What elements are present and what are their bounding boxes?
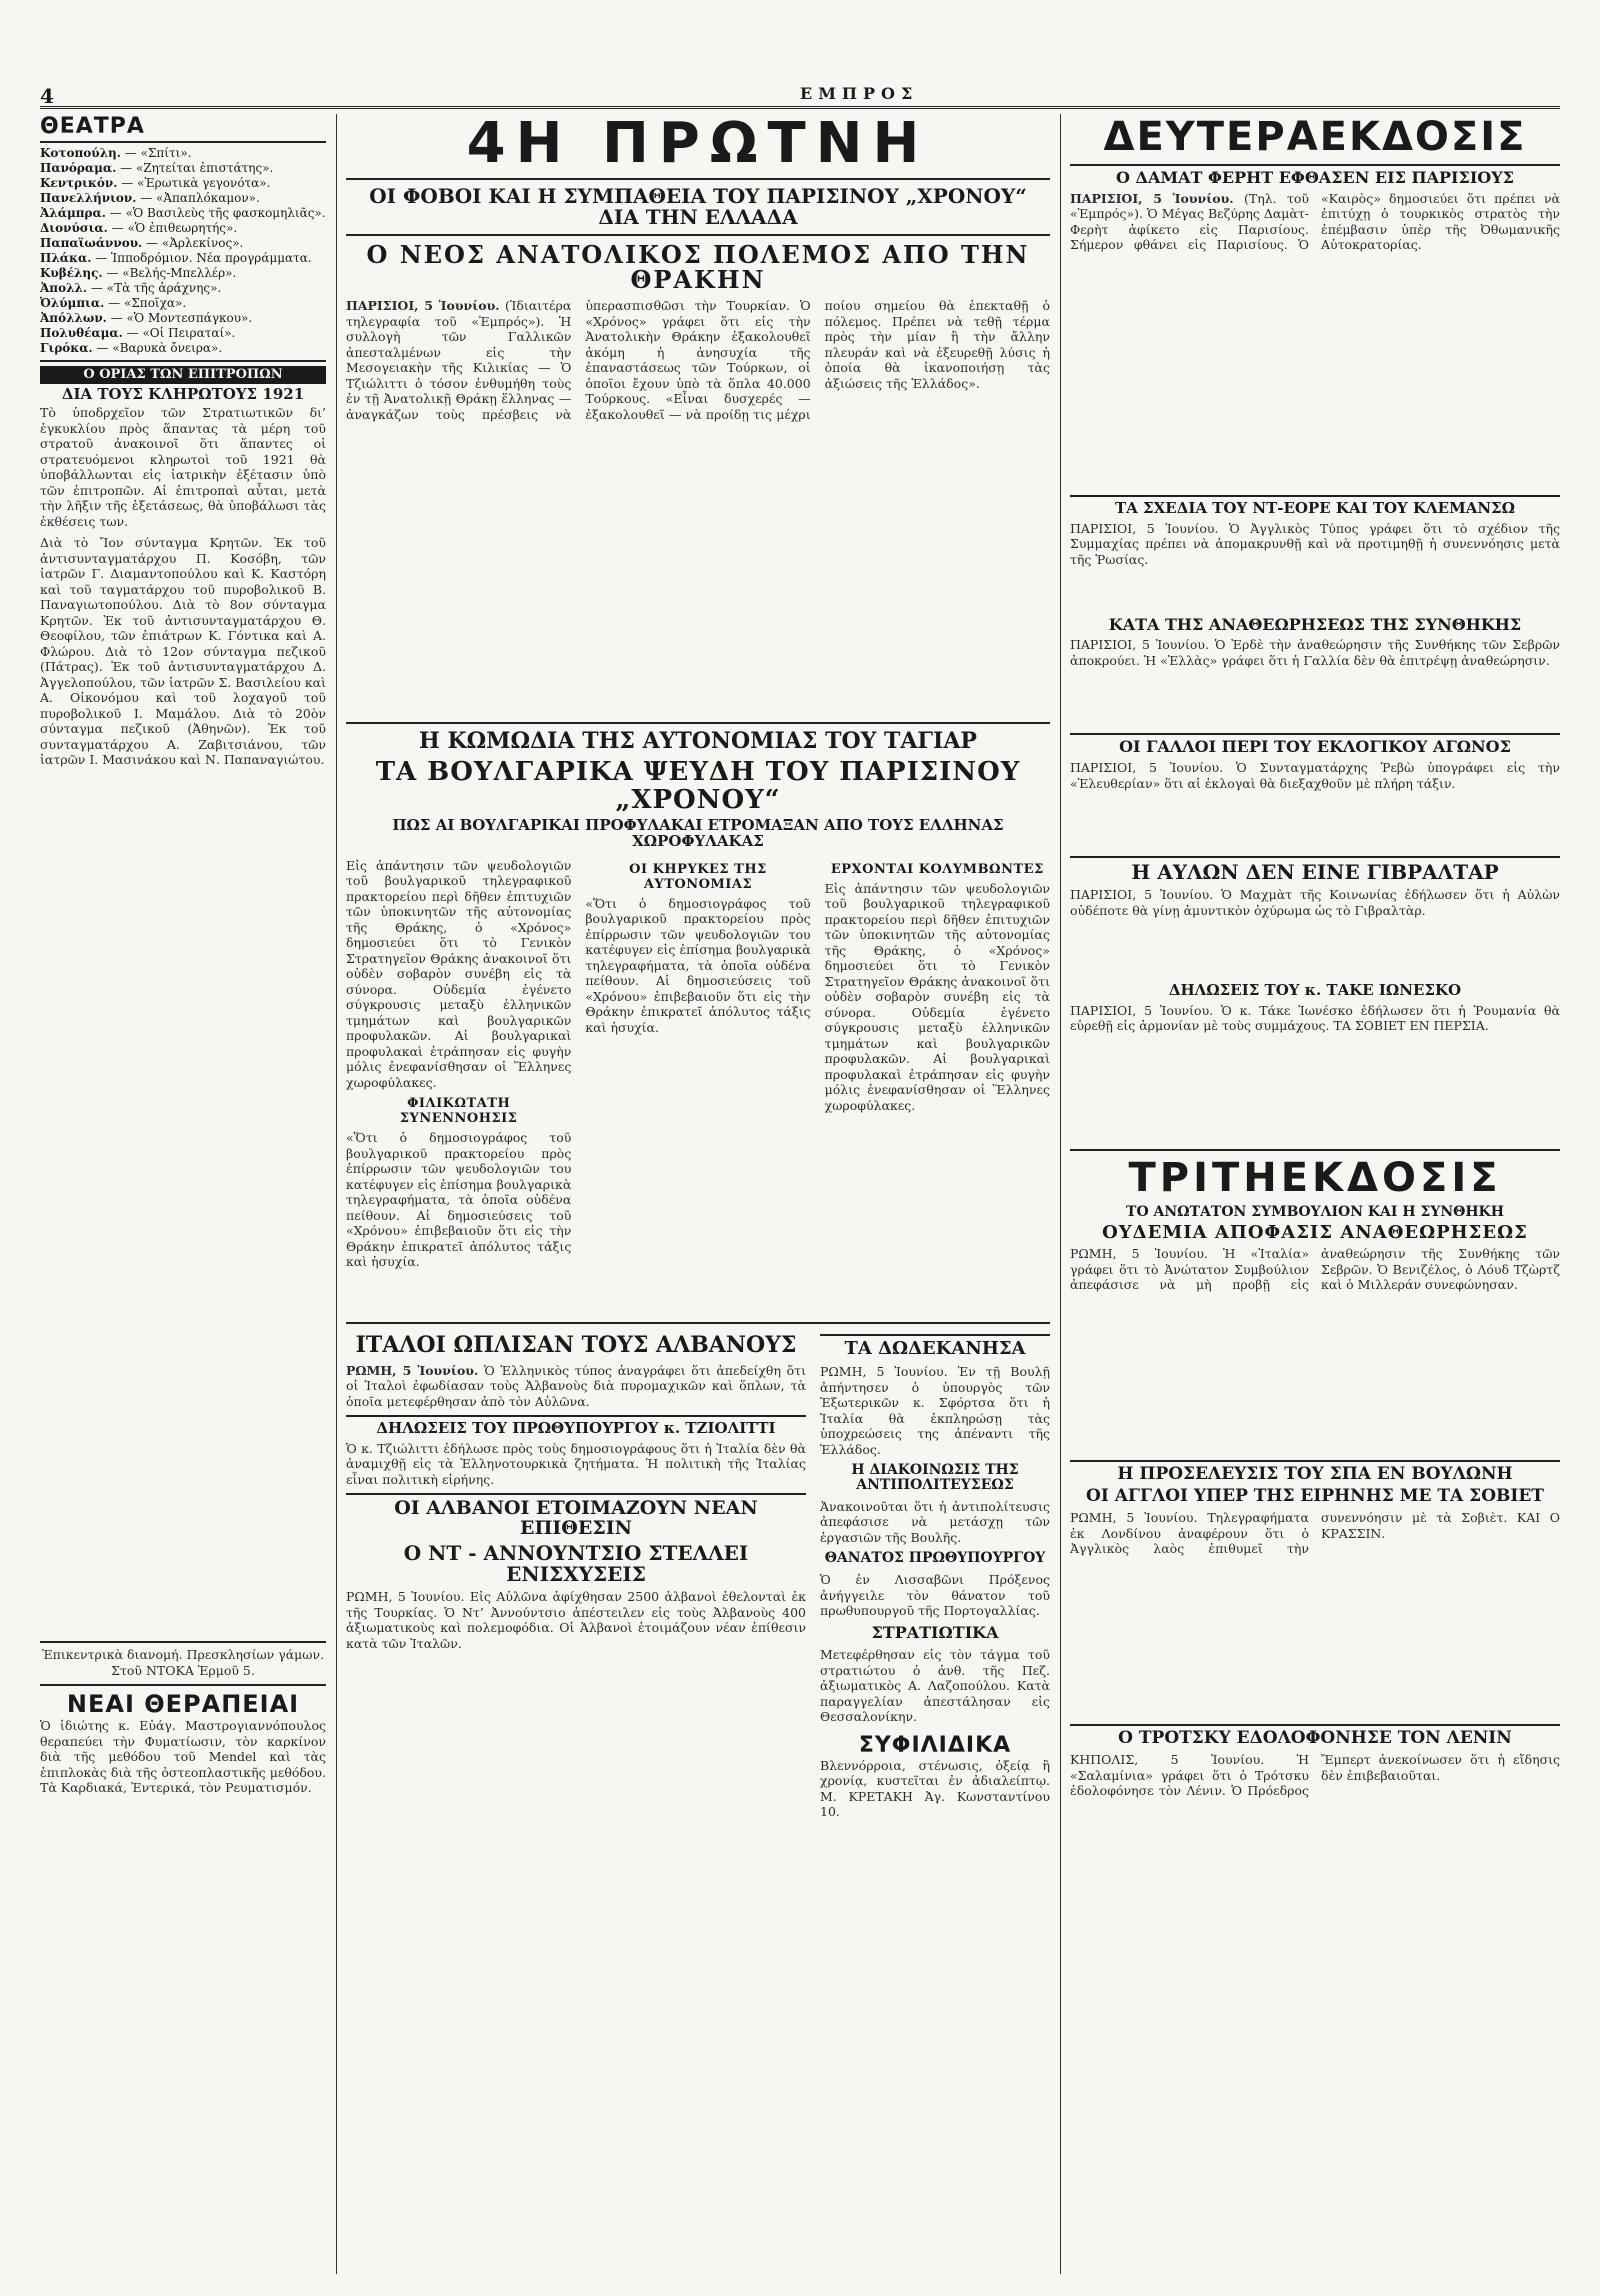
theatre-name: Κυβέλης.	[40, 266, 103, 280]
masthead	[40, 84, 1560, 109]
headline-damat-ferit: Ο ΔΑΜΑΤ ΦΕΡΗΤ ΕΦΘΑΣΕΝ ΕΙΣ ΠΑΡΙΣΙΟΥΣ	[1116, 168, 1514, 187]
headline-dannunzio: Ο ΝΤ - ΑΝΝΟΥΝΤΣΙΟ ΣΤΕΛΛΕΙ ΕΝΙΣΧΥΣΕΙΣ	[403, 1541, 749, 1587]
theatre-listing: Ἀλάμπρα. — «Ὁ Βασιλεὺς τῆς φασκομηλιᾶς».	[40, 206, 326, 220]
headline-paris-fears: ΟΙ ΦΟΒΟΙ ΚΑΙ Η ΣΥΜΠΑΘΕΙΑ ΤΟΥ ΠΑΡΙΣΙΝΟΥ „ΧΡΟΝΟΥ“ ΔΙΑ ΤΗΝ ΕΛΛΑΔΑ	[369, 184, 1027, 229]
column-center	[346, 114, 1050, 2274]
headline-pm-death: ΘΑΝΑΤΟΣ ΠΡΩΘΥΠΟΥΡΓΟΥ	[824, 1550, 1046, 1567]
headline-italians-armed: ΙΤΑΛΟΙ ΩΠΛΙΣΑΝ ΤΟΥΣ ΑΛΒΑΝΟΥΣ	[355, 1331, 797, 1358]
article-text: ΠΑΡΙΣΙΟΙ, 5 Ἰουνίου. Ὁ Ἐρδὲ τὴν ἀναθεώρησιν τῆς Συνθήκης τῶν Σεβρῶν ἀποκρούει. Ἡ «Ἑλλὰς» γράφει ὅτι ἡ Γαλλία δὲν θὰ ἐπιτρέψῃ ἀναθεώρησιν.	[1070, 637, 1560, 668]
headline-albanians-attack: ΟΙ ΑΛΒΑΝΟΙ ΕΤΟΙΜΑΖΟΥΝ ΝΕΑΝ ΕΠΙΘΕΣΙΝ	[394, 1497, 758, 1540]
article-text: «Ὅτι ὁ δημοσιογράφος τοῦ βουλγαρικοῦ πρακτορείου πρὸς ἐπίρρωσιν τῶν ψευδολογιῶν του κατέφυγεν εἰς ἐπίσημα βουλγαρικὰ τηλεγραφήματα, τὰ ὁποῖα οὐδένα πείθουν. Αἱ δημοσιεύσεις τοῦ «Χρόνου» ἐπιβεβαιοῦν ὅτι εἰς τὴν Θράκην ἐπικρατεῖ ἀπόλυτος τάξις καὶ ἡσυχία.	[346, 1130, 572, 1270]
theatre-listing: Παπαϊωάννου. — «Ἀρλεκίνος».	[40, 236, 244, 250]
headline-plans: ΤΑ ΣΧΕΔΙΑ ΤΟΥ ΝΤ-ΕΟΡΕ ΚΑΙ ΤΟΥ ΚΛΕΜΑΝΣΩ	[1115, 498, 1515, 517]
theatre-name: Πλάκα.	[40, 251, 92, 265]
theatre-listing: Διονύσια. — «Ὁ ἐπιθεωρητής».	[40, 221, 238, 235]
headline-autonomy-comedy: Η ΚΩΜΩΔΙΑ ΤΗΣ ΑΥΤΟΝΟΜΙΑΣ ΤΟΥ ΤΑΓΙΑΡ	[419, 728, 977, 755]
headline-against-revision: ΚΑΤΑ ΤΗΣ ΑΝΑΘΕΩΡΗΣΕΩΣ ΤΗΣ ΣΥΝΘΗΚΗΣ	[1108, 614, 1522, 634]
article-text: Ὁ Ἑλληνικὸς τύπος ἀναγράφει ὅτι ἀπεδείχθη ὅτι οἱ Ἰταλοὶ ἐφωδίασαν τοὺς Ἀλβανοὺς διὰ πυρομαχικῶν καὶ ὅπλων, τὰ ὁποῖα μετεφέρθησαν ἀπὸ τὸν Αὐλῶνα.	[346, 1362, 806, 1409]
remedy-title: ΝΕΑΙ ΘΕΡΑΠΕΙΑΙ	[66, 1690, 300, 1719]
article-text: ΡΩΜΗ, 5 Ἰουνίου. Ἡ «Ἰταλία» γράφει ὅτι τὸ Ἀνώτατον Συμβούλιον ἀπεφάσισε νὰ μὴ προβῇ εἰς ἀναθεώρησιν τῆς Συνθήκης τῶν Σεβρῶν. Ὁ Βενιζέλος, ὁ Λόυδ Τζὼρτζ καὶ ὁ Μιλλεράν συνεφώνησαν.	[1070, 1246, 1560, 1293]
theatre-listing: Πανόραμα. — «Ζητείται ἐπιστάτης».	[40, 161, 274, 175]
article-bulgarian	[346, 858, 1050, 1318]
ad-syphilis-body: Βλεννόρροια, στένωσις, ὀξείᾳ ἢ χρονίᾳ, κυστεῖται ἐν ἀδιαλείπτῳ. Μ. ΚΡΕΤΑΚΗ Ἀγ. Κωνσταντίνου 10.	[820, 1757, 1050, 1820]
theatre-listing: Ἀπόλλων. — «Ὁ Μοντεσπάγκου».	[40, 311, 253, 325]
headline-spa-boulogne: Η ΠΡΟΣΕΛΕΥΣΙΣ ΤΟΥ ΣΠΑ ΕΝ ΒΟΥΛΩΝΗ	[1117, 1464, 1513, 1485]
headline-english-soviets: ΟΙ ΑΓΓΛΟΙ ΥΠΕΡ ΤΗΣ ΕΙΡΗΝΗΣ ΜΕ ΤΑ ΣΟΒΙΕΤ	[1086, 1486, 1544, 1507]
theatre-show: «Ὁ Βασιλεὺς τῆς φασκομηλιᾶς».	[125, 206, 326, 220]
theatre-listing: Κοτοπούλη. — «Σπίτι».	[40, 146, 192, 160]
article-text: «Ὅτι ὁ δημοσιογράφος τοῦ βουλγαρικοῦ πρακτορείου πρὸς ἐπίρρωσιν τῶν ψευδολογιῶν του κατέφυγεν εἰς ἐπίσημα βουλγαρικὰ τηλεγραφήματα, τὰ ὁποῖα οὐδένα πείθουν. Αἱ δημοσιεύσεις τοῦ «Χρόνου» ἐπιβεβαιοῦν ὅτι εἰς τὴν Θράκην ἐπικρατεῖ ἀπόλυτος τάξις καὶ ἡσυχία.	[585, 895, 811, 1035]
theatre-show: «Ἀπαπλόκαμον».	[156, 191, 260, 205]
subhead-heralds: ΟΙ ΚΗΡΥΚΕΣ ΤΗΣ ΑΥΤΟΝΟΜΙΑΣ	[629, 861, 767, 892]
headline-bulgarian-outposts: ΠΩΣ ΑΙ ΒΟΥΛΓΑΡΙΚΑΙ ΠΡΟΦΥΛΑΚΑΙ ΕΤΡΟΜΑΞΑΝ ΑΠΟ ΤΟΥΣ ΕΛΛΗΝΑΣ ΧΩΡΟΦΥΛΑΚΑΣ	[392, 816, 1004, 850]
headline-french-elections: ΟΙ ΓΑΛΛΟΙ ΠΕΡΙ ΤΟΥ ΕΚΛΟΓΙΚΟΥ ΑΓΩΝΟΣ	[1119, 737, 1511, 757]
theatre-name: Διονύσια.	[40, 221, 108, 235]
article-trotsky	[1070, 1752, 1560, 1872]
subhead-swimming: ΕΡΧΟΝΤΑΙ ΚΟΛΥΜΒΩΝΤΕΣ	[830, 861, 1044, 877]
paper-name: ΕΜΠΡΟΣ	[800, 84, 919, 103]
banner-fourth-edition: 4Η ΠΡΩΤΝΗ	[466, 114, 930, 176]
remedy-body: Ὁ ἰδιώτης κ. Εὐάγ. Μαστρογιαννόπουλος θεραπεύει τὴν Φυματίωσιν, τὸν καρκίνον διὰ τῆς μεθόδου τοῦ Mendel καὶ τὰς ἐπιπλοκὰς διὰ τῆς ὀστεοπλαστικῆς μεθόδου. Τὰ Καρδιακά, Ἐντερικά, τὸν Ρευματισμόν.	[40, 1718, 326, 1796]
column-left	[40, 114, 326, 2274]
article-text: ΡΩΜΗ, 5 Ἰουνίου. Ἐν τῇ Βουλῇ ἀπήντησεν ὁ ὑπουργὸς τῶν Ἐξωτερικῶν κ. Σφόρτσα ὅτι ἡ Ἰταλία θὰ ἐκπληρώσῃ τὰς ὑποχρεώσεις της ἀπέναντι τῆς Ἑλλάδος.	[820, 1364, 1050, 1457]
theatre-section-title: ΘΕΑΤΡΑ	[40, 114, 326, 143]
article-soviets	[1070, 1510, 1560, 1720]
theatre-listing: Πολυθέαμα. — «Οἱ Πειραταί».	[40, 326, 236, 340]
theatre-show: Ἱπποδρόμιον. Νέα προγράμματα.	[111, 251, 312, 265]
dateline: ΠΑΡΙΣΙΟΙ, 5 Ἰουνίου.	[346, 298, 500, 314]
column-rule	[1060, 114, 1061, 2274]
headline-dodecanese: ΤΑ ΔΩΔΕΚΑΝΗΣΑ	[820, 1334, 1050, 1359]
page-number: 4	[40, 84, 54, 108]
column-rule	[336, 114, 337, 2274]
lower-center-block	[346, 1328, 1050, 2228]
article-text: ΚΗΠΟΛΙΣ, 5 Ἰουνίου. Ἡ «Σαλαμίνια» γράφει ὅτι ὁ Τρότσκυ ἐδολοφόνησε τὸν Λένιν. Ὁ Πρόεδρος Ἔμπερτ ἀνεκοίνωσεν ὅτι ἡ εἴδησις δὲν ἐπιβεβαιοῦται.	[1070, 1752, 1560, 1798]
article-council	[1070, 1246, 1560, 1456]
theatre-show: «Βαρυκὰ ὄνειρα».	[112, 341, 223, 355]
article-text: Μετεφέρθησαν εἰς τὸν τάγμα τοῦ στρατιώτου ὁ ἀνθ. τῆς Πεζ. ἀξιωματικὸς Α. Λαζοπούλου. Κατὰ παραγγελίαν ἀπεστάλησαν εἰς Θεσσαλονίκην.	[820, 1647, 1050, 1725]
theatre-name: Παπαϊωάννου.	[40, 236, 143, 250]
theatre-show: «Σπίτι».	[140, 146, 192, 160]
theatre-show: «Οἱ Πειραταί».	[142, 326, 236, 340]
article-text: ΠΑΡΙΣΙΟΙ, 5 Ἰουνίου. Ὁ Συνταγματάρχης Ῥεβὼ ὑπογράφει εἰς τὴν «Ἐλευθερίαν» ὅτι αἱ ἐκλογαὶ θὰ διεξαχθοῦν μὲ πλήρη τάξιν.	[1070, 760, 1560, 791]
headline-military: ΣΤΡΑΤΙΩΤΙΚΑ	[871, 1622, 999, 1642]
article-text: ΠΑΡΙΣΙΟΙ, 5 Ἰουνίου. Ὁ κ. Τάκε Ἰωνέσκο ἐδήλωσεν ὅτι ἡ Ῥουμανία θὰ εὑρεθῇ εἰς ἀρμονίαν μὲ τοὺς συμμάχους. ΤΑ ΣΟΒΙΕΤ ΕΝ ΠΕΡΣΙΑ.	[1070, 1002, 1560, 1034]
theatre-name: Ἀπολλ.	[40, 281, 88, 295]
article-text: ΠΑΡΙΣΙΟΙ, 5 Ἰουνίου. Ὁ Μαχμὰτ τῆς Κοινωνίας ἐδήλωσεν ὅτι ἡ Αὐλὼν οὐδέποτε θὰ γίνῃ ἀμυντικὸν ὀχύρωμα ὡς τὸ Γιβραλτὰρ.	[1070, 887, 1560, 918]
article-text: (Ἰδιαιτέρα τηλεγραφία τοῦ «Ἐμπρός»). Ἡ συλλογὴ τῶν Γαλλικῶν ἀπεσταλμένων εἰς τὴν Μεσογειακὴν τῆς Κιλικίας — Ὁ Τζιώλιττι ὁ τόσον ἐνθυμήθη τοὺς ἐν τῇ Ἀνατολικῇ Θράκῃ ἕλληνας — ἀναγκάζων τοὺς πρέσβεις νὰ ὑπερασπισθῶσι τὴν Τουρκίαν. Ὁ «Χρόνος» γράφει ὅτι εἰς τὴν Ἀνατολικὴν Θράκην ἑξακολουθεῖ ἀκόμη ἡ ἀνησυχία τῆς ἐπαναστάσεως τῶν Τούρκων, οἱ ὁποῖοι ἔχουν ὑπὸ τὰ ὅπλα 40.000 Τούρκους. «Εἶναι δυσχερές — ἐξακολουθεῖ — νὰ προίδῃ τις μέχρι ποίου σημείου θὰ ἐπεκταθῇ ὁ πόλεμος. Πρέπει νὰ τεθῇ τέρμα πρὸς τὴν μίαν ἢ τὴν ἄλλην πλευράν καὶ νὰ ἐξευρεθῇ λύσις ἡ ὁποία θὰ ἰκανοποιήσῃ τὰς ἀξιώσεις τῆς Ἑλλάδος».	[346, 298, 1050, 422]
dateline: ΡΩΜΗ, 5 Ἰουνίου.	[346, 1362, 479, 1378]
assignments-body: Διὰ τὸ Ἴον σύνταγμα Κρητῶν. Ἐκ τοῦ ἀντισυνταγματάρχου Π. Κοσόβη, τῶν ἰατρῶν Γ. Διαμαντοπούλου καὶ Κ. Καστόρη καὶ τοῦ ταγματάρχου τοῦ πυροβολικοῦ Β. Παναγιωτοπούλου. Διὰ τὸ 8ον σύνταγμα Κρητῶν. Ἐκ τοῦ ἀντισυνταγματάρχου Θ. Θεοφίλου, τῶν ἐπιάτρων Κ. Γόντικα καὶ Α. Φλώρου. Διὰ τὸ 12ον σύνταγμα πεζικοῦ (Πάτρας). Ἐκ τοῦ ἀντισυνταγματάρχου Δ. Ἀγγελοπούλου, τῶν ἰατρῶν Σ. Βασιλείου καὶ Α. Οἰκονόμου καὶ τοῦ λοχαγοῦ τοῦ πυροβολικοῦ Ι. Μαμάλου. Διὰ τὸ 20ὸν σύνταγμα πεζικοῦ (Ἀθηνῶν). Ἐκ τοῦ συνταγματάρχου Α. Ζαβιτσιάνου, τῶν ἰατρῶν Ι. Μασινάκου καὶ Ν. Παπαναγιώτου.	[40, 535, 326, 768]
theatre-show: «Ὁ Μοντεσπάγκου».	[126, 311, 253, 325]
headline-avlona: Η ΑΥΛΩΝ ΔΕΝ ΕΙΝΕ ΓΙΒΡΑΛΤΑΡ	[1131, 860, 1499, 885]
theatre-show: «Ἐρωτικὰ γεγονότα».	[137, 176, 271, 190]
headline-giolitti: ΔΗΛΩΣΕΙΣ ΤΟΥ ΠΡΩΘΥΠΟΥΡΓΟΥ κ. ΤΖΙΟΛΙΤΤΙ	[376, 1419, 776, 1438]
subhead-friendly: ΦΙΛΙΚΩΤΑΤΗ ΣΥΝΕΝΝΟΗΣΙΣ	[399, 1096, 518, 1127]
headline-bulgarian-lies: ΤΑ ΒΟΥΛΓΑΡΙΚΑ ΨΕΥΔΗ ΤΟΥ ΠΑΡΙΣΙΝΟΥ „ΧΡΟΝΟΥ“	[375, 757, 1021, 815]
theatre-show: «Ἀρλεκίνος».	[161, 236, 244, 250]
article-paris-thrace	[346, 298, 1050, 718]
theatre-name: Πολυθέαμα.	[40, 326, 123, 340]
theatre-name: Ἀπόλλων.	[40, 311, 107, 325]
exams-body: Τὸ ὑποδρχεῖον τῶν Στρατιωτικῶν δι’ ἐγκυκλίου πρὸς ἅπαντας τὰ μέρη τοῦ στρατοῦ ἀνακοινοῖ ὅτι ἅπαντες οἱ στρατευόμενοι κληρωτοὶ τοῦ 1921 θὰ ὑποβάλλωνται εἰς ἰατρικὴν ἐξέτασιν ὑπὸ τῶν ἐπιτροπῶν. Αἱ ἐπιτροπαὶ αὗται, μετὰ τὴν λῆξιν τῆς ἐξετάσεως, θὰ ὑποβάλωσι τὰς ἐκθέσεις των.	[40, 405, 326, 529]
headline-supreme-council: ΤΟ ΑΝΩΤΑΤΟΝ ΣΥΜΒΟΥΛΙΟΝ ΚΑΙ Η ΣΥΝΘΗΚΗ	[1126, 1203, 1504, 1220]
theatre-listing: Πλάκα. — Ἱπποδρόμιον. Νέα προγράμματα.	[40, 251, 312, 265]
theatre-list	[40, 146, 326, 356]
theatre-show: «Βελής-Μπελλέρ».	[122, 266, 237, 280]
article-text: Ὁ κ. Τζιώλιττι ἐδήλωσε πρὸς τοὺς δημοσιογράφους ὅτι ἡ Ἰταλία δὲν θὰ ἀναμιχθῇ εἰς τὰ Ἑλληνοτουρκικὰ ζητήματα. Ἡ πολιτικὴ τῆς Ἰταλίας εἶναι πολιτικὴ εἰρήνης.	[346, 1440, 806, 1487]
article-text: ΡΩΜΗ, 5 Ἰουνίου. Τηλεγραφήματα ἐκ Λονδίνου ἀναφέρουν ὅτι ὁ Ἀγγλικὸς λαὸς ἐπιθυμεῖ τὴν συνεννόησιν μὲ τὰ Σοβιὲτ. ΚΑΙ Ο ΚΡΑΣΣΙΝ.	[1070, 1510, 1560, 1557]
theatre-name: Γιρόκα.	[40, 341, 93, 355]
banner-second-edition: ΔΕΥΤΕΡΑΕΚΔΟΣΙΣ	[1103, 114, 1527, 160]
theatre-show: «Τὰ τῆς ἀράχνης».	[106, 281, 222, 295]
theatre-name: Πανόραμα.	[40, 161, 117, 175]
exams-subtitle: ΔΙΑ ΤΟΥΣ ΚΛΗΡΩΤΟΥΣ 1921	[61, 384, 305, 403]
article-text: ΠΑΡΙΣΙΟΙ, 5 Ἰουνίου. Ὁ Ἀγγλικὸς Τύπος γράφει ὅτι τὸ σχέδιον τῆς Συμμαχίας πρέπει νὰ ἀπομακρυνθῇ καὶ νὰ προτιμηθῇ ἡ συνεννόησις μετὰ τῆς Ῥωσίας.	[1070, 520, 1560, 567]
dateline: ΠΑΡΙΣΙΟΙ, 5 Ἰουνίου.	[1070, 190, 1234, 206]
theatre-show: «Σποῖχα».	[123, 296, 187, 310]
article-damat	[1070, 191, 1560, 491]
theatre-name: Ὀλύμπια.	[40, 296, 105, 310]
theatre-name: Ἀλάμπρα.	[40, 206, 106, 220]
article-text: Ἀνακοινοῦται ὅτι ἡ ἀντιπολίτευσις ἀπεφάσισε νὰ μετάσχῃ τῶν ἐργασιῶν τῆς Βουλῆς.	[820, 1498, 1050, 1545]
theatre-listing: Ὀλύμπια. — «Σποῖχα».	[40, 296, 187, 310]
headline-trotsky: Ο ΤΡΟΤΣΚΥ ΕΔΟΛΟΦΟΝΗΣΕ ΤΟΝ ΛΕΝΙΝ	[1118, 1728, 1512, 1749]
theatre-name: Κεντρικόν.	[40, 176, 118, 190]
article-text: Εἰς ἀπάντησιν τῶν ψευδολογιῶν τοῦ βουλγαρικοῦ τηλεγραφικοῦ πρακτορείου περὶ δῆθεν ἐπιτυχιῶν τῶν ὑποκινητῶν τῆς αὐτονομίας τῆς Θράκης, ὁ «Χρόνος» δημοσιεύει ὅτι τὸ Γενικὸν Στρατηγεῖον Θράκης ἀνακοινοῖ ὅτι οὐδὲν σοβαρὸν συνέβη εἰς τὰ σύνορα. Οὐδεμία ἐγένετο σύγκρουσις μεταξὺ ἑλληνικῶν τμημάτων καὶ βουλγαρικῶν προφυλακῶν. Αἱ βουλγαρικαὶ προφυλακαὶ ἐτράπησαν εἰς φυγὴν μόλις ἐνεφανίσθησαν οἱ Ἕλληνες χωροφύλακες.	[346, 857, 572, 1090]
headline-opposition: Η ΔΙΑΚΟΙΝΩΣΙΣ ΤΗΣ ΑΝΤΙΠΟΛΙΤΕΥΣΕΩΣ	[851, 1462, 1019, 1494]
headline-take-ionescu: ΔΗΛΩΣΕΙΣ ΤΟΥ κ. ΤΑΚΕ ΙΩΝΕΣΚΟ	[1168, 981, 1462, 1000]
theatre-show: «Ὁ ἐπιθεωρητής».	[127, 221, 238, 235]
theatre-name: Πανελλήνιον.	[40, 191, 137, 205]
headline-no-revision: ΟΥΔΕΜΙΑ ΑΠΟΦΑΣΙΣ ΑΝΑΘΕΩΡΗΣΕΩΣ	[1102, 1221, 1528, 1243]
theatre-listing: Ἀπολλ. — «Τὰ τῆς ἀράχνης».	[40, 281, 222, 295]
ad-syphilis-title: ΣΥΦΙΛΙΔΙΚΑ	[858, 1732, 1012, 1758]
banner-third-edition: ΤΡΙΤΗΕΚΔΟΣΙΣ	[1128, 1154, 1502, 1201]
exams-title: Ο ΟΡΙΑΣ ΤΩΝ ΕΠΙΤΡΟΠΩΝ	[40, 366, 326, 384]
theatre-listing: Κεντρικόν. — «Ἐρωτικὰ γεγονότα».	[40, 176, 271, 190]
theatre-listing: Πανελλήνιον. — «Ἀπαπλόκαμον».	[40, 191, 260, 205]
theatre-name: Κοτοπούλη.	[40, 146, 121, 160]
article-text: Ὁ ἐν Λισσαβῶνι Πρόξενος ἀνήγγειλε τὸν θάνατον τοῦ πρωθυπουργοῦ τῆς Πορτογαλλίας.	[820, 1572, 1050, 1619]
column-right	[1070, 114, 1560, 2274]
theatre-listing: Γιρόκα. — «Βαρυκὰ ὄνειρα».	[40, 341, 223, 355]
article-text: (Τηλ. τοῦ «Ἐμπρός»). Ὁ Μέγας Βεζύρης Δαμὰτ-Φερὴτ ἀφίκετο εἰς Παρισίους. Σήμερον φθάνει εἰς Παρισίους. Ὁ «Καιρὸς» δημοσιεύει ὅτι πρέπει νὰ ἐπιτύχῃ ὁ τουρκικὸς στρατὸς τὴν ἐπέμβασιν ὑπὲρ τῆς Ὀθωμανικῆς Αὐτοκρατορίας.	[1070, 190, 1560, 253]
theatre-show: «Ζητείται ἐπιστάτης».	[135, 161, 274, 175]
advertisement: Ἐπικεντρικὰ διανομή. Πρεσκλησίων γάμων. Στοῦ ΝΤΟΚΑ Ἑρμοῦ 5.	[41, 1647, 325, 1678]
theatre-listing: Κυβέλης. — «Βελής-Μπελλέρ».	[40, 266, 237, 280]
headline-eastern-war: Ο ΝΕΟΣ ΑΝΑΤΟΛΙΚΟΣ ΠΟΛΕΜΟΣ ΑΠΟ ΤΗΝ ΘΡΑΚΗΝ	[366, 240, 1030, 295]
article-text: ΡΩΜΗ, 5 Ἰουνίου. Εἰς Αὐλῶνα ἀφίχθησαν 2500 ἀλβανοὶ ἐθελονταὶ ἐκ τῆς Τουρκίας. Ὁ Ντ’ Ἀννούντσιο ἀπέστειλεν εἰς τοὺς Ἀλβανοὺς 400 ἀξιωματικοὺς καὶ πολεμοφόδια. Οἱ Ἀλβανοὶ ἑτοιμάζουν νέαν ἐπίθεσιν κατὰ τῶν Ἰταλῶν.	[346, 1589, 806, 1651]
article-text: Εἰς ἀπάντησιν τῶν ψευδολογιῶν τοῦ βουλγαρικοῦ τηλεγραφικοῦ πρακτορείου περὶ δῆθεν ἐπιτυχιῶν τῶν ὑποκινητῶν τῆς αὐτονομίας τῆς Θράκης, ὁ «Χρόνος» δημοσιεύει ὅτι τὸ Γενικὸν Στρατηγεῖον Θράκης ἀνακοινοῖ ὅτι οὐδὲν σοβαρὸν συνέβη εἰς τὰ σύνορα. Οὐδεμία ἐγένετο σύγκρουσις μεταξὺ ἑλληνικῶν τμημάτων καὶ βουλγαρικῶν προφυλακῶν. Αἱ βουλγαρικαὶ προφυλακαὶ ἐτράπησαν εἰς φυγὴν μόλις ἐνεφανίσθησαν οἱ Ἕλληνες χωροφύλακες.	[824, 880, 1050, 1113]
